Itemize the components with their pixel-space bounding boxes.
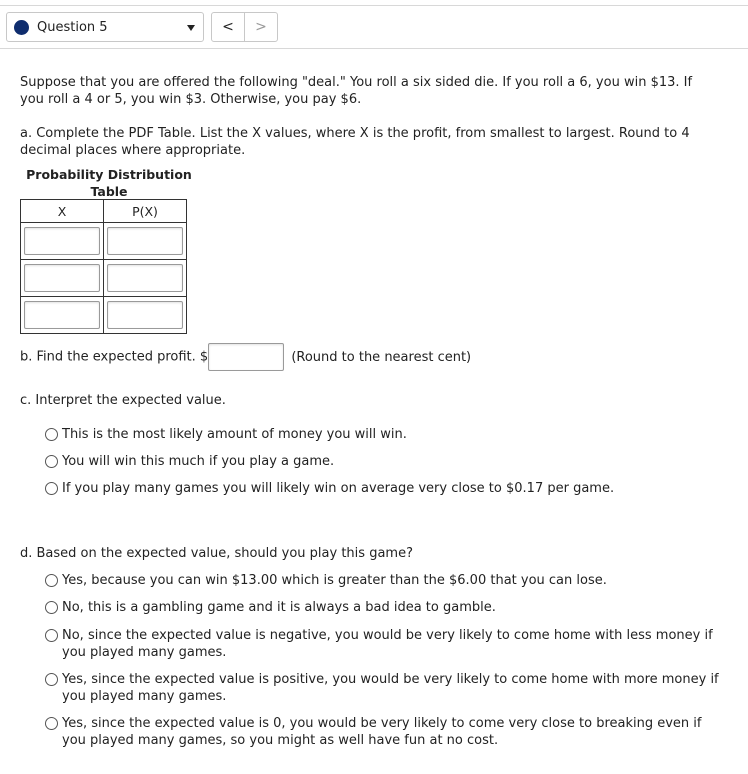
part-d-option-1[interactable] <box>45 572 725 589</box>
pdf-table <box>20 199 187 334</box>
question-select-label: Question 5 <box>37 20 108 35</box>
x-value-input-1[interactable] <box>24 227 100 255</box>
part-d-option-2[interactable] <box>45 599 725 616</box>
px-value-input-3[interactable] <box>107 301 183 329</box>
pdf-table-caption-line2: Table <box>90 184 128 199</box>
chevron-down-icon <box>187 25 195 31</box>
table-row <box>21 260 187 297</box>
radio-button[interactable] <box>45 673 58 686</box>
option-label: If you play many games you will likely win on average very close to $0.17 per game. <box>62 481 615 496</box>
option-label: This is the most likely amount of money you will win. <box>62 427 407 442</box>
part-c-option-2[interactable] <box>45 453 334 470</box>
part-a-prompt: a. Complete the PDF Table. List the X values, where X is the profit, from smallest to largest. Round to 4 decimal places where appropriate. <box>20 126 690 158</box>
table-row <box>21 223 187 260</box>
part-d-prompt: d. Based on the expected value, should you play this game? <box>20 546 413 561</box>
px-value-input-2[interactable] <box>107 264 183 292</box>
option-label: No, this is a gambling game and it is always a bad idea to gamble. <box>62 600 496 615</box>
option-label: Yes, because you can win $13.00 which is greater than the $6.00 that you can lose. <box>62 573 607 588</box>
option-label: Yes, since the expected value is positive, you would be very likely to come home with more money if you played many games. <box>62 672 719 704</box>
radio-button[interactable] <box>45 629 58 642</box>
x-value-input-3[interactable] <box>24 301 100 329</box>
pdf-col-px-header: P(X) <box>104 200 187 223</box>
next-question-button[interactable]: > <box>255 19 267 35</box>
part-c-option-3[interactable] <box>45 480 614 497</box>
previous-question-button[interactable]: < <box>212 13 245 41</box>
expected-profit-input[interactable] <box>208 343 284 371</box>
radio-button[interactable] <box>45 482 58 495</box>
option-label: No, since the expected value is negative, you would be very likely to come home with less money if you played many games. <box>62 628 713 660</box>
radio-button[interactable] <box>45 717 58 730</box>
part-c-prompt: c. Interpret the expected value. <box>20 393 226 408</box>
part-d-option-5[interactable] <box>45 715 725 749</box>
question-intro: Suppose that you are offered the following "deal." You roll a six sided die. If you roll a 6, you win $13. If you roll a 4 or 5, you win $3. Otherwise, you pay $6. <box>20 75 693 107</box>
pdf-table-caption-line1: Probability Distribution <box>26 167 192 182</box>
question-pager <box>211 12 278 42</box>
part-b-row <box>20 343 471 372</box>
x-value-input-2[interactable] <box>24 264 100 292</box>
question-select[interactable] <box>6 12 204 42</box>
option-label: Yes, since the expected value is 0, you would be very likely to come very close to breaking even if you played many games, so you might as well have fun at no cost. <box>62 716 702 748</box>
radio-button[interactable] <box>45 574 58 587</box>
px-value-input-1[interactable] <box>107 227 183 255</box>
radio-button[interactable] <box>45 455 58 468</box>
table-row <box>21 297 187 334</box>
question-status-dot-icon <box>14 20 29 35</box>
part-c-option-1[interactable] <box>45 426 407 443</box>
radio-button[interactable] <box>45 601 58 614</box>
part-b-hint: (Round to the nearest cent) <box>291 349 472 365</box>
part-d-option-4[interactable] <box>45 671 725 705</box>
option-label: You will win this much if you play a game. <box>62 454 335 469</box>
radio-button[interactable] <box>45 428 58 441</box>
part-b-prompt: b. Find the expected profit. $ <box>20 349 209 365</box>
question-nav-bar <box>0 5 748 49</box>
pdf-table-caption <box>20 166 198 200</box>
pdf-col-x-header: X <box>21 200 104 223</box>
part-d-option-3[interactable] <box>45 627 725 661</box>
pdf-table-header-row <box>21 200 187 223</box>
